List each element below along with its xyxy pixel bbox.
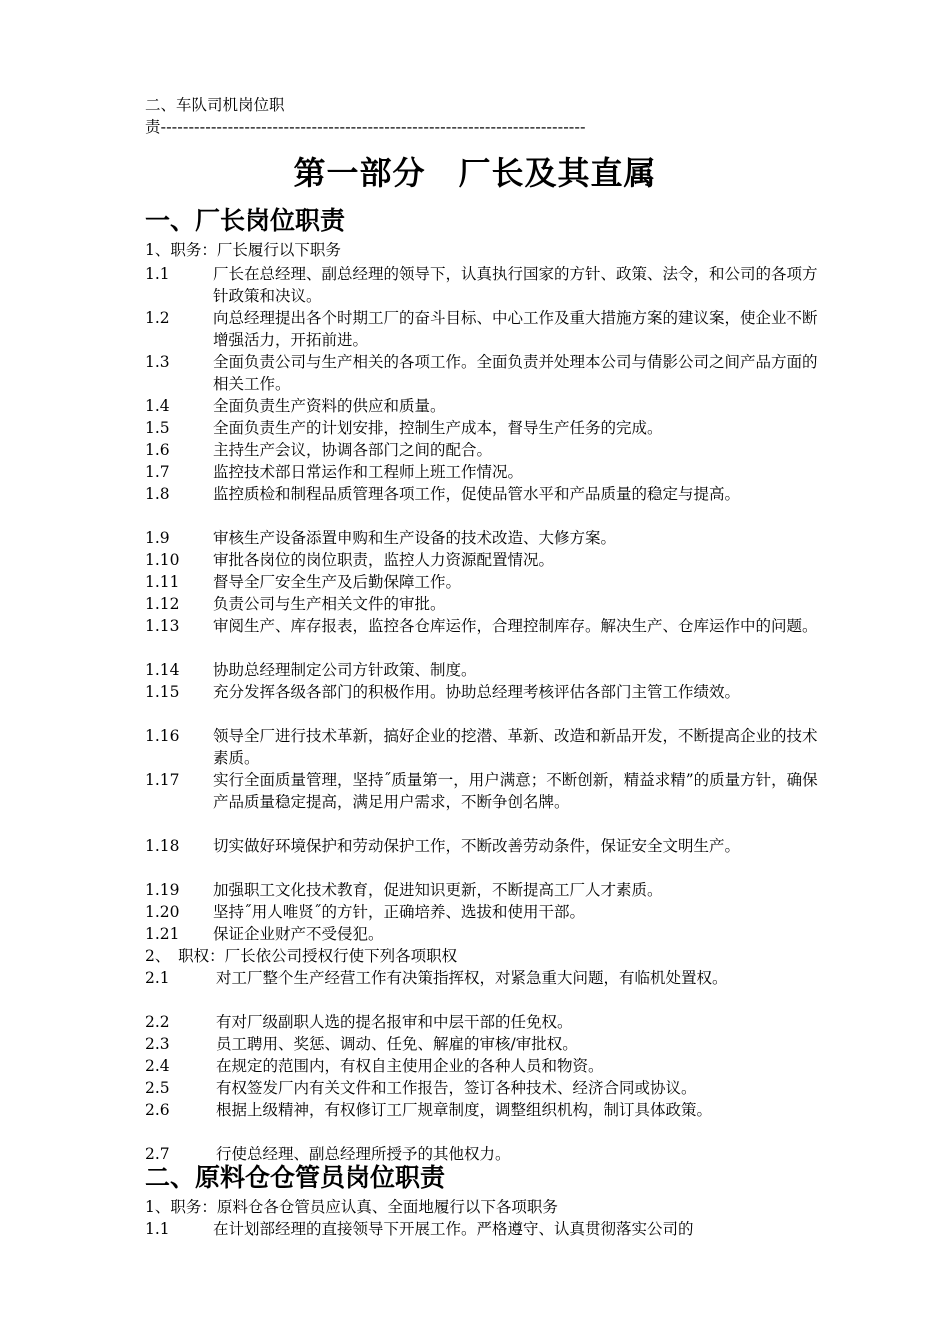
duty-text: 督导全厂安全生产及后勤保障工作。 [213,573,462,591]
duty-item [145,923,825,945]
duty-text: 厂长在总经理、副总经理的领导下，认真执行国家的方针、政策、法令，和公司的各项方针政策和决议。 [213,265,818,305]
power-number: 2.2 [145,1013,170,1031]
duty-text: 负责公司与生产相关文件的审批。 [213,595,446,613]
power-item [145,1055,825,1077]
power-item [145,1011,825,1033]
section-1-duties-heading: 1、职务：厂长履行以下职务 [145,241,341,259]
duty-number: 1.21 [145,925,180,943]
duty-text: 坚持˝用人唯贤˝的方针，正确培养、选拔和使用干部。 [213,903,586,921]
duty-text: 审阅生产、库存报表，监控各仓库运作，合理控制库存。解决生产、仓库运作中的问题。 [213,617,818,635]
duty-item [145,351,825,395]
power-text: 对工厂整个生产经营工作有决策指挥权，对紧急重大问题，有临机处置权。 [216,969,728,987]
power-text: 有对厂级副职人选的提名报审和中层干部的任免权。 [216,1013,573,1031]
duty-text: 全面负责公司与生产相关的各项工作。全面负责并处理本公司与倩影公司之间产品方面的相关工作。 [213,353,818,393]
duty-item [145,593,825,615]
power-item [145,1099,825,1121]
duty-item [145,527,825,549]
duty-text: 向总经理提出各个时期工厂的奋斗目标、中心工作及重大措施方案的建议案，使企业不断增强活力，开拓前进。 [213,309,818,349]
duty-number: 1.14 [145,661,180,679]
duty-item [145,307,825,351]
duty-number: 1.16 [145,727,180,745]
power-text: 根据上级精神，有权修订工厂规章制度，调整组织机构，制订具体政策。 [216,1101,713,1119]
section-2-duties-heading: 1、职务：原料仓各仓管员应认真、全面地履行以下各项职务 [145,1198,558,1216]
duty-number: 1.1 [145,1220,170,1238]
power-number: 2.3 [145,1035,170,1053]
power-text: 行使总经理、副总经理所授予的其他权力。 [216,1145,511,1163]
duty-number: 1.12 [145,595,180,613]
duty-text: 领导全厂进行技术革新，搞好企业的挖潜、革新、改造和新品开发，不断提高企业的技术素质。 [213,727,818,767]
power-number: 2.4 [145,1057,170,1075]
duty-item [145,417,825,439]
power-text: 员工聘用、奖惩、调动、任免、解雇的审核/审批权。 [216,1035,578,1053]
duty-number: 1.1 [145,265,170,283]
duty-number: 1.6 [145,441,170,459]
duty-text: 全面负责生产资料的供应和质量。 [213,397,446,415]
duty-item [145,1218,825,1240]
duty-item [145,835,825,857]
duty-number: 1.5 [145,419,170,437]
toc-entry-line-1: 二、车队司机岗位职 [145,96,285,114]
duty-number: 1.18 [145,837,180,855]
duty-item [145,901,825,923]
duty-item [145,659,825,681]
duty-number: 1.10 [145,551,180,569]
duty-number: 1.17 [145,771,180,789]
duty-number: 1.7 [145,463,170,481]
duty-text: 实行全面质量管理，坚持˝质量第一，用户满意；不断创新，精益求精”的质量方针，确保产品质量稳定提高，满足用户需求，不断争创名牌。 [213,771,818,811]
power-number: 2.1 [145,969,170,987]
power-number: 2.7 [145,1145,170,1163]
duty-text: 全面负责生产的计划安排，控制生产成本，督导生产任务的完成。 [213,419,663,437]
duty-text: 保证企业财产不受侵犯。 [213,925,384,943]
duty-item [145,769,825,813]
duty-number: 1.19 [145,881,180,899]
power-item [145,967,825,989]
duty-number: 1.13 [145,617,180,635]
power-item [145,1077,825,1099]
duty-text: 审核生产设备添置申购和生产设备的技术改造、大修方案。 [213,529,617,547]
toc-entry-line-2: 责---------------------------------------------------------------------------- [145,118,586,136]
power-number: 2.6 [145,1101,170,1119]
section-2-title: 二、原料仓仓管员岗位职责 [145,1163,446,1192]
duty-number: 1.8 [145,485,170,503]
duty-text: 充分发挥各级各部门的积极作用。协助总经理考核评估各部门主管工作绩效。 [213,683,741,701]
duty-text: 协助总经理制定公司方针政策、制度。 [213,661,477,679]
power-item [145,1033,825,1055]
duty-item [145,549,825,571]
duty-number: 1.3 [145,353,170,371]
duty-item [145,615,825,637]
duty-item [145,461,825,483]
duty-text: 监控技术部日常运作和工程师上班工作情况。 [213,463,524,481]
duty-text: 加强职工文化技术教育，促进知识更新，不断提高工厂人才素质。 [213,881,663,899]
duty-item [145,725,825,769]
duty-item [145,263,825,307]
duty-item [145,879,825,901]
duty-item [145,571,825,593]
power-number: 2.5 [145,1079,170,1097]
duty-item [145,483,825,505]
section-1-title: 一、厂长岗位职责 [145,206,346,235]
section-1-powers-heading: 2、 职权：厂长依公司授权行使下列各项职权 [145,947,458,965]
power-text: 在规定的范围内，有权自主使用企业的各种人员和物资。 [216,1057,604,1075]
duty-text: 监控质检和制程品质管理各项工作，促使品管水平和产品质量的稳定与提高。 [213,485,741,503]
duty-item [145,681,825,703]
duty-number: 1.11 [145,573,180,591]
duty-number: 1.15 [145,683,180,701]
power-text: 有权签发厂内有关文件和工作报告，签订各种技术、经济合同或协议。 [216,1079,697,1097]
duty-text: 主持生产会议，协调各部门之间的配合。 [213,441,493,459]
duty-number: 1.9 [145,529,170,547]
duty-text: 切实做好环境保护和劳动保护工作，不断改善劳动条件，保证安全文明生产。 [213,837,741,855]
duty-text: 审批各岗位的岗位职责，监控人力资源配置情况。 [213,551,555,569]
duty-item [145,395,825,417]
part-title: 第一部分 厂长及其直属 [293,154,657,192]
duty-item [145,439,825,461]
duty-number: 1.20 [145,903,180,921]
duty-text: 在计划部经理的直接领导下开展工作。严格遵守、认真贯彻落实公司的 [213,1220,694,1238]
duty-number: 1.4 [145,397,170,415]
duty-number: 1.2 [145,309,170,327]
